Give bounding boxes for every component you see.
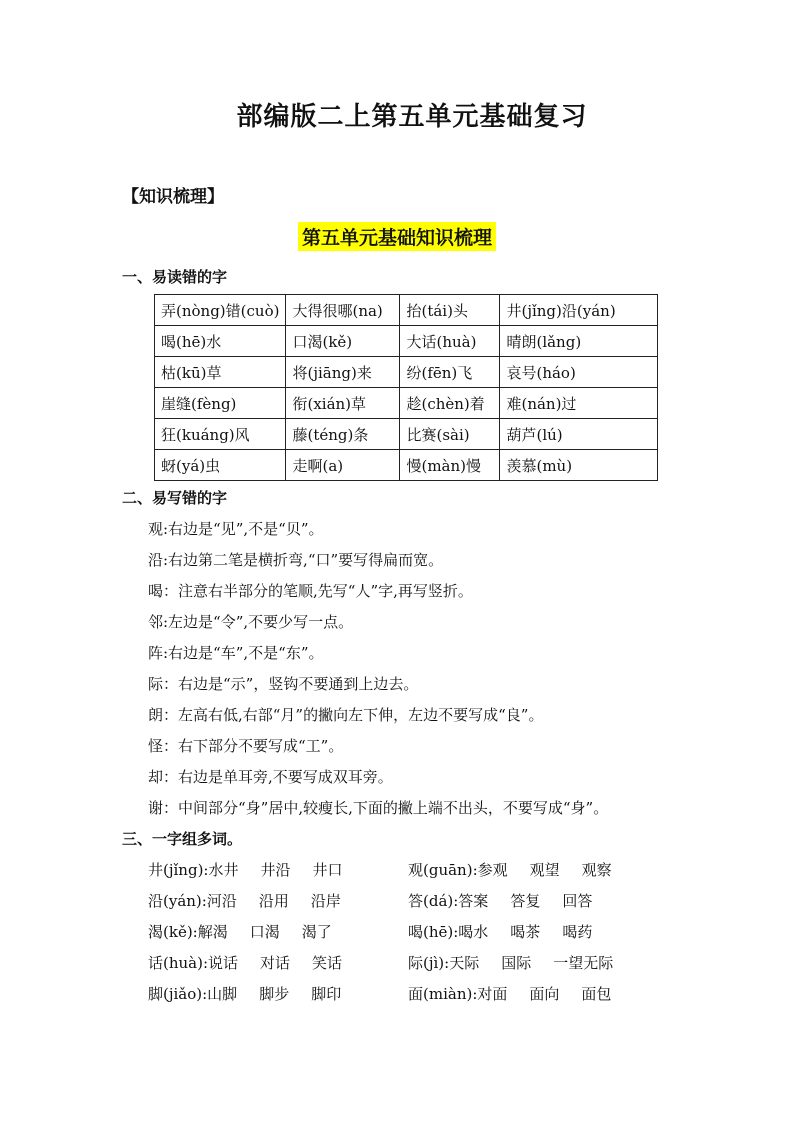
list-item: 阵:右边是“车”,不是“东”。 bbox=[148, 644, 324, 662]
group-word: 观望 bbox=[529, 861, 560, 879]
page-title: 部编版二上第五单元基础复习 bbox=[236, 102, 588, 132]
group-head: 观(guān):参观 bbox=[408, 861, 508, 879]
table-cell: 晴朗(lǎng) bbox=[500, 326, 658, 357]
table-row bbox=[155, 357, 658, 388]
group-head: 脚(jiǎo):山脚 bbox=[148, 985, 238, 1003]
group-head: 井(jǐng):水井 bbox=[148, 861, 239, 879]
highlight-title-wrap bbox=[0, 222, 794, 251]
word-group-left bbox=[148, 948, 342, 979]
list-item: 却：右边是单耳旁,不要写成双耳旁。 bbox=[148, 768, 393, 786]
section3-heading: 三、一字组多词。 bbox=[122, 830, 243, 848]
list-item bbox=[148, 855, 668, 886]
list-item: 朗：左高右低,右部“月”的撇向左下伸，左边不要写成“良”。 bbox=[148, 706, 544, 724]
group-word: 面包 bbox=[581, 985, 612, 1003]
list-item: 喝：注意右半部分的笔顺,先写“人”字,再写竖折。 bbox=[148, 582, 473, 600]
table-cell: 哀号(háo) bbox=[500, 357, 658, 388]
word-group-right bbox=[408, 979, 611, 1010]
group-head: 话(huà):说话 bbox=[148, 954, 239, 972]
group-word: 面向 bbox=[529, 985, 560, 1003]
table-cell: 大话(huà) bbox=[400, 326, 500, 357]
list-item bbox=[148, 917, 668, 948]
table-cell: 衔(xián)草 bbox=[286, 388, 400, 419]
word-group-right bbox=[408, 855, 612, 886]
group-head: 喝(hē):喝水 bbox=[408, 923, 489, 941]
table-cell: 走啊(a) bbox=[286, 450, 400, 481]
list-item bbox=[148, 886, 668, 917]
table-cell: 口渴(kě) bbox=[286, 326, 400, 357]
table-cell: 狂(kuáng)风 bbox=[155, 419, 286, 450]
group-word: 答复 bbox=[510, 892, 541, 910]
group-word: 井沿 bbox=[260, 861, 291, 879]
table-cell: 蚜(yá)虫 bbox=[155, 450, 286, 481]
group-word: 一望无际 bbox=[553, 954, 614, 972]
hard-to-read-table bbox=[154, 294, 658, 481]
group-head: 答(dá):答案 bbox=[408, 892, 489, 910]
table-cell: 葫芦(lú) bbox=[500, 419, 658, 450]
table-cell: 慢(màn)慢 bbox=[400, 450, 500, 481]
table-cell: 羡慕(mù) bbox=[500, 450, 658, 481]
hard-to-write-list bbox=[148, 514, 608, 824]
table-row bbox=[155, 450, 658, 481]
group-head: 沿(yán):河沿 bbox=[148, 892, 237, 910]
word-group-right bbox=[408, 917, 592, 948]
group-word: 喝药 bbox=[562, 923, 593, 941]
group-word: 观察 bbox=[581, 861, 612, 879]
table-cell: 难(nán)过 bbox=[500, 388, 658, 419]
group-word: 喝茶 bbox=[510, 923, 541, 941]
group-word: 对话 bbox=[260, 954, 291, 972]
group-head: 际(jì):天际 bbox=[408, 954, 480, 972]
table-cell: 趁(chèn)着 bbox=[400, 388, 500, 419]
table-row bbox=[155, 326, 658, 357]
table-cell: 大得很哪(na) bbox=[286, 295, 400, 326]
group-word: 脚步 bbox=[259, 985, 290, 1003]
table-cell: 抬(tái)头 bbox=[400, 295, 500, 326]
table-cell: 崖缝(fèng) bbox=[155, 388, 286, 419]
list-item: 怪：右下部分不要写成“工”。 bbox=[148, 737, 344, 755]
table-cell: 比赛(sài) bbox=[400, 419, 500, 450]
word-group-right bbox=[408, 948, 613, 979]
group-word: 脚印 bbox=[311, 985, 342, 1003]
word-group-left bbox=[148, 979, 341, 1010]
group-head: 渴(kě):解渴 bbox=[148, 923, 228, 941]
table-cell: 将(jiāng)来 bbox=[286, 357, 400, 388]
list-item bbox=[148, 979, 668, 1010]
group-word: 井口 bbox=[312, 861, 343, 879]
word-group-left bbox=[148, 886, 341, 917]
highlight-title: 第五单元基础知识梳理 bbox=[298, 222, 496, 251]
group-word: 回答 bbox=[562, 892, 593, 910]
group-word: 沿用 bbox=[258, 892, 289, 910]
table-cell: 井(jǐng)沿(yán) bbox=[500, 295, 658, 326]
table-cell: 枯(kū)草 bbox=[155, 357, 286, 388]
group-word: 笑话 bbox=[312, 954, 343, 972]
group-word: 渴了 bbox=[301, 923, 332, 941]
group-word: 国际 bbox=[501, 954, 532, 972]
knowledge-heading: 【知识梳理】 bbox=[122, 187, 224, 207]
group-word: 口渴 bbox=[249, 923, 280, 941]
table-cell: 弄(nòng)错(cuò) bbox=[155, 295, 286, 326]
word-group-right bbox=[408, 886, 592, 917]
table-row bbox=[155, 419, 658, 450]
list-item: 沿:右边第二笔是横折弯,“口”要写得扁而宽。 bbox=[148, 551, 444, 569]
group-head: 面(miàn):对面 bbox=[408, 985, 508, 1003]
section1-heading: 一、易读错的字 bbox=[122, 268, 228, 286]
section2-heading: 二、易写错的字 bbox=[122, 489, 228, 507]
group-word: 沿岸 bbox=[310, 892, 341, 910]
table-cell: 喝(hē)水 bbox=[155, 326, 286, 357]
list-item: 邻:左边是“令”,不要少写一点。 bbox=[148, 613, 354, 631]
word-groups bbox=[148, 855, 668, 1010]
word-group-left bbox=[148, 917, 332, 948]
list-item: 际：右边是“示”，竖钩不要通到上边去。 bbox=[148, 675, 419, 693]
list-item: 观:右边是“见”,不是“贝”。 bbox=[148, 520, 324, 538]
list-item: 谢：中间部分“身”居中,较瘦长,下面的撇上端不出头，不要写成“身”。 bbox=[148, 799, 609, 817]
list-item bbox=[148, 948, 668, 979]
word-group-left bbox=[148, 855, 343, 886]
table-cell: 藤(téng)条 bbox=[286, 419, 400, 450]
table-row bbox=[155, 295, 658, 326]
table-cell: 纷(fēn)飞 bbox=[400, 357, 500, 388]
table-row bbox=[155, 388, 658, 419]
